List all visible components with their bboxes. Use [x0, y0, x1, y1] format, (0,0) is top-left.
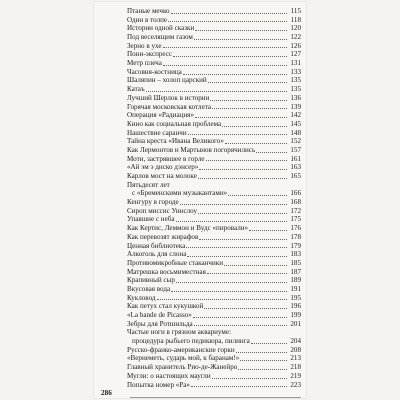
- toc-entry-page: 187: [290, 267, 301, 276]
- toc-entry: [127, 68, 301, 77]
- dot-leader: [173, 56, 287, 57]
- dot-leader: [193, 317, 287, 318]
- toc-entry-page: 122: [290, 33, 301, 42]
- dot-leader: [146, 91, 287, 92]
- dot-leader: [171, 291, 287, 292]
- toc-entry-page: 175: [290, 215, 301, 224]
- toc-entry: [127, 302, 301, 311]
- toc-entry-title: Упавшие с неба: [127, 215, 175, 224]
- dot-leader: [225, 143, 287, 144]
- toc-entry-page: 183: [290, 250, 301, 259]
- toc-entry-title: Русско-франко-американские горки: [127, 345, 235, 354]
- dot-leader: [163, 65, 287, 66]
- dot-leader: [249, 230, 287, 231]
- toc-entry-title: «Вернеметь, сударь мой, к баранам!»: [127, 354, 240, 363]
- toc-entry-title: Зерно в ухе: [127, 41, 162, 50]
- toc-entry-title: Часовня-костница: [127, 67, 182, 76]
- toc-entry-page: 219: [290, 371, 301, 380]
- page-number: 286: [101, 389, 112, 397]
- toc-entry-title: Один в толпе: [127, 15, 168, 24]
- dot-leader: [163, 47, 287, 48]
- toc-entry-page: 127: [290, 50, 301, 59]
- toc-entry-title: Мугли: о настоящих маугли: [127, 371, 211, 380]
- toc-entry-page: 115: [290, 6, 301, 15]
- toc-entry-title: Моти, застрявшее в горле: [127, 154, 205, 163]
- bottom-rule: [130, 397, 301, 398]
- toc-entry-title: Противомикробные стаканчики: [127, 258, 224, 267]
- toc-entry-title: процедура рыбьего педикюра, пилинга: [132, 337, 250, 346]
- toc-entry: [127, 7, 301, 16]
- toc-entry-page: 145: [290, 119, 301, 128]
- toc-entry: [127, 328, 301, 337]
- toc-entry-title: Катаъ: [127, 85, 145, 94]
- dot-leader: [224, 265, 287, 266]
- toc-entry-title: с «Бременскими музыкантами»: [132, 189, 228, 198]
- dot-leader: [187, 256, 287, 257]
- dot-leader: [210, 100, 287, 101]
- toc-entry: [127, 233, 301, 242]
- toc-entry-page: 196: [290, 302, 301, 311]
- toc-entry-title: Главный хранитель Рио-де-Жанейро: [127, 363, 238, 372]
- toc-entry-title: Пятьдесят лет: [127, 180, 170, 189]
- toc-entry: [127, 259, 301, 268]
- toc-entry-title: Метр плеча: [127, 59, 162, 68]
- dot-leader: [195, 30, 287, 31]
- toc-entry: [127, 250, 301, 259]
- toc-entry-page: 195: [290, 293, 301, 302]
- toc-entry: [127, 224, 301, 233]
- toc-entry: [127, 137, 301, 146]
- toc-entry: [127, 24, 301, 33]
- toc-entry-title: Нашествие саранчи: [127, 128, 187, 137]
- dot-leader: [180, 204, 287, 205]
- toc-entry-page: 139: [290, 102, 301, 111]
- toc-entry: [127, 207, 301, 216]
- toc-entry: [127, 33, 301, 42]
- toc-entry: [127, 85, 301, 94]
- toc-entry-page: 118: [290, 15, 301, 24]
- toc-entry: [127, 311, 301, 320]
- toc-entry: [127, 146, 301, 155]
- toc-entry-page: 208: [290, 345, 301, 354]
- book-page: [94, 2, 306, 398]
- dot-leader: [251, 343, 287, 344]
- toc-entry-page: 120: [290, 24, 301, 33]
- dot-leader: [198, 178, 287, 179]
- toc-entry-page: 131: [290, 59, 301, 68]
- toc-entry-title: Лучший Шерлок в истории: [127, 93, 210, 102]
- toc-entry-title: Ценная библиотека: [127, 241, 186, 250]
- toc-entry-title: Попытка номер «Ра»: [127, 380, 190, 389]
- toc-entry: [127, 163, 301, 172]
- dot-leader: [222, 126, 287, 127]
- dot-leader: [204, 308, 287, 309]
- toc-entry-title: Шаляпин – холоп царский: [127, 76, 207, 85]
- toc-entry-title: Сироп миссис Уинслоу: [127, 206, 197, 215]
- toc-entry-page: 152: [290, 137, 301, 146]
- toc-entry-page: 148: [290, 128, 301, 137]
- dot-leader: [207, 273, 287, 274]
- toc-entry-title: Под веселящим газом: [127, 33, 193, 42]
- toc-entry-title: Птаные мечко: [127, 6, 170, 15]
- toc-entry-page: 204: [290, 337, 301, 346]
- dot-leader: [191, 386, 287, 387]
- toc-entry: [127, 355, 301, 364]
- toc-entry-title: Как Лермонтов и Мартынов погорячились: [127, 145, 256, 154]
- toc-entry-page: 168: [290, 198, 301, 207]
- toc-entry: [127, 120, 301, 129]
- toc-entry: [127, 16, 301, 25]
- toc-entry-title: Алкоголь для слона: [127, 250, 187, 259]
- dot-leader: [168, 21, 287, 22]
- dot-leader: [240, 360, 287, 361]
- toc-entry-title: «Ай эм э диско дэнсер»: [127, 163, 199, 172]
- toc-entry-page: 178: [290, 232, 301, 241]
- toc-entry-title: Зебры для Ротшильда: [127, 319, 193, 328]
- toc-entry-title: Как перевозят жирафов: [127, 232, 199, 241]
- toc-entry-title: Тайна креста «Ивана Великого»: [127, 137, 224, 146]
- dot-leader: [228, 195, 287, 196]
- dot-leader: [212, 108, 287, 109]
- toc-entry-page: 133: [290, 67, 301, 76]
- toc-entry-page: 166: [290, 189, 301, 198]
- toc-entry-page: 142: [290, 111, 301, 120]
- toc-entry: [127, 372, 301, 381]
- toc-entry-page: 161: [290, 154, 301, 163]
- toc-entry-page: 163: [290, 163, 301, 172]
- toc-entry-title: Вкусовая вода: [127, 284, 171, 293]
- toc-entry-page: 179: [290, 241, 301, 250]
- toc-entry-page: 199: [290, 311, 301, 320]
- toc-entry-title: Истории одной сказки: [127, 24, 195, 33]
- dot-leader: [256, 152, 287, 153]
- toc-entry: [127, 381, 301, 390]
- toc-entry-page: 201: [290, 319, 301, 328]
- toc-entry-page: 189: [290, 276, 301, 285]
- toc-entry: [127, 172, 301, 181]
- toc-entry-page: 218: [290, 363, 301, 372]
- toc-entry: [127, 276, 301, 285]
- toc-entry-title: Как Кертис, Леммон и Вудс «пировали»: [127, 224, 249, 233]
- dot-leader: [194, 325, 287, 326]
- toc-entry: [127, 216, 301, 225]
- toc-entry: [127, 42, 301, 51]
- toc-entry: [127, 189, 301, 198]
- dot-leader: [199, 239, 287, 240]
- toc-entry: [127, 242, 301, 251]
- toc-entry-title: Крапивный сыр: [127, 276, 175, 285]
- toc-entry: [127, 59, 301, 68]
- dot-leader: [176, 221, 288, 222]
- dot-leader: [194, 39, 287, 40]
- toc-entry: [127, 198, 301, 207]
- toc-entry-title: Частые ноги в грязном аквариуме:: [127, 328, 232, 337]
- dot-leader: [236, 352, 287, 353]
- toc-entry-page: 136: [290, 93, 301, 102]
- toc-entry-title: Как петух стал кукушкой: [127, 302, 204, 311]
- toc-entry-page: 165: [290, 172, 301, 181]
- toc-entry-title: Матрешка восьмиместная: [127, 267, 206, 276]
- dot-leader: [238, 369, 287, 370]
- dot-leader: [198, 213, 287, 214]
- toc-entry: [127, 77, 301, 86]
- toc-entry: [127, 129, 301, 138]
- toc-entry: [127, 94, 301, 103]
- dot-leader: [212, 378, 287, 379]
- dot-leader: [195, 117, 287, 118]
- toc-entry-page: 185: [290, 258, 301, 267]
- dot-leader: [199, 169, 287, 170]
- toc-entry-page: 191: [290, 284, 301, 293]
- dot-leader: [206, 160, 287, 161]
- toc-entry: [127, 337, 301, 346]
- toc-entry: [127, 50, 301, 59]
- dot-leader: [188, 134, 287, 135]
- toc-entry: [127, 285, 301, 294]
- toc-entry-page: 223: [290, 380, 301, 389]
- toc-entry-page: 135: [290, 85, 301, 94]
- toc-entry-title: «La bande de Picasso»: [127, 311, 192, 320]
- dot-leader: [176, 282, 287, 283]
- dot-leader: [208, 82, 287, 83]
- toc-entry-title: Кенгуру в городе: [127, 198, 179, 207]
- toc-entry: [127, 320, 301, 329]
- toc-entry-page: 135: [290, 76, 301, 85]
- toc-entry-page: 213: [290, 354, 301, 363]
- toc-entry-page: 176: [290, 224, 301, 233]
- toc-entry-page: 157: [290, 145, 301, 154]
- toc-entry: [127, 181, 301, 190]
- dot-leader: [183, 74, 287, 75]
- toc-entry: [127, 111, 301, 120]
- toc-entry-page: 172: [290, 206, 301, 215]
- toc-entry: [127, 294, 301, 303]
- toc-entry: [127, 103, 301, 112]
- toc-entry-title: Кино как социальная проблема: [127, 119, 222, 128]
- toc-entry-title: Карлов мост на молоке: [127, 172, 197, 181]
- toc-entry: [127, 346, 301, 355]
- toc-entry: [127, 363, 301, 372]
- toc-entry: [127, 268, 301, 277]
- toc-entry-title: Горячая московская котлета: [127, 102, 212, 111]
- toc-entry-title: Кукловод: [127, 293, 156, 302]
- dot-leader: [157, 299, 287, 300]
- table-of-contents: [127, 7, 301, 389]
- toc-entry-title: Пони-экспресс: [127, 50, 173, 59]
- dot-leader: [171, 13, 287, 14]
- toc-entry-title: Операция «Радиация»: [127, 111, 194, 120]
- toc-entry-page: 126: [290, 41, 301, 50]
- dot-leader: [186, 247, 287, 248]
- toc-entry: [127, 155, 301, 164]
